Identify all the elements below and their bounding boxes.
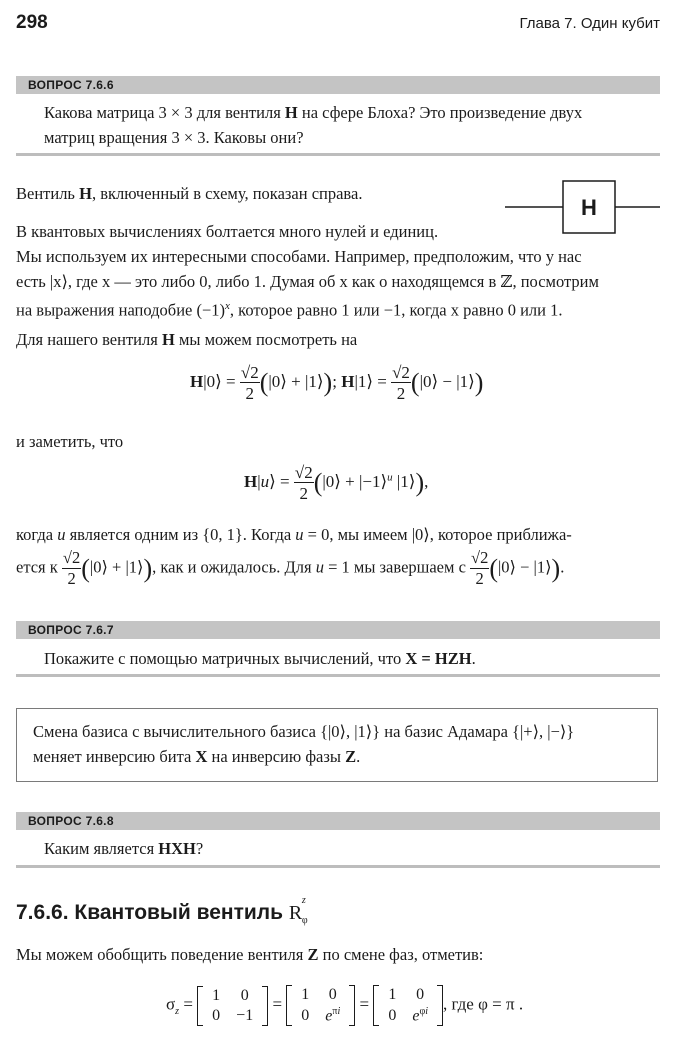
paragraph-generalize: Мы можем обобщить поведение вентиля Z по смене фаз, отметив: bbox=[16, 945, 484, 964]
question-label: ВОПРОС 7.6.8 bbox=[28, 814, 114, 828]
paragraph-when-u: когда u является одним из {0, 1}. Когда u = 0, мы имеем |0⟩, которое приближа- bbox=[16, 525, 572, 544]
equation-h-u: H|u⟩ = $\frac{√2}{2}$ (|0⟩ + |−1⟩$^u$ |1⟩), bbox=[244, 463, 429, 503]
question-rule bbox=[16, 674, 660, 677]
question-text: Покажите с помощью матричных вычислений, что X = HZH. bbox=[44, 649, 476, 668]
question-label: ВОПРОС 7.6.7 bbox=[28, 623, 114, 637]
paragraph-gate-intro: Вентиль H, включенный в схему, показан справа. bbox=[16, 184, 363, 203]
paragraph-for-gate: Для нашего вентиля H мы можем посмотреть на bbox=[16, 330, 358, 349]
paragraph-approaches: ется к $\frac{√2}{2}$ (|0⟩ + |1⟩), как и ожидалось. Для u = 1 мы завершаем с $\frac{√2}{2}$ (|0⟩ − |1⟩). bbox=[16, 548, 565, 588]
running-head: Глава 7. Один кубит bbox=[519, 15, 660, 32]
question-label: ВОПРОС 7.6.6 bbox=[28, 78, 114, 92]
paragraph-zeros-ones: В квантовых вычислениях болтается много нулей и единиц. Мы используем их интересными способами. Например, предположим, что у нас есть |x⟩, где x — это либо 0, либо 1. Думая об x как о находящемся в ℤ, посмотрим на выражения наподобие $(-1)^x$, которое равно 1 или −1, когда x равно 0 или 1. bbox=[16, 222, 599, 320]
section-symbol: R z φ bbox=[288, 895, 308, 926]
paragraph-notice: и заметить, что bbox=[16, 432, 124, 451]
gate-label: H bbox=[581, 195, 597, 220]
question-rule bbox=[16, 153, 660, 156]
page-number: 298 bbox=[16, 12, 48, 33]
equation-sigma-z: $\sigma_z$ = 1 0 0 −1 = 1 0 0 $e^{\pi i}$ = 1 0 0 $e^{\varphi i}$ , где φ = π . bbox=[166, 986, 524, 1025]
equation-h-basis: H|0⟩ = $\frac{√2}{2}$ (|0⟩ + |1⟩); H|1⟩ = $\frac{√2}{2}$ (|0⟩ − |1⟩) bbox=[190, 363, 484, 403]
question-rule bbox=[16, 865, 660, 868]
note-text: Смена базиса с вычислительного базиса {|0⟩, |1⟩} на базис Адамара {|+⟩, |−⟩} меняет инверсию бита X на инверсию фазы Z. bbox=[33, 722, 575, 766]
section-heading: 7.6.6. Квантовый вентиль R z φ bbox=[16, 895, 308, 926]
note-box bbox=[16, 708, 658, 782]
question-text: Какова матрица 3 × 3 для вентиля H на сфере Блоха? Это произведение двух матриц вращения 3 × 3. Каковы они? bbox=[44, 103, 583, 147]
question-text: Каким является HXH? bbox=[44, 839, 204, 858]
